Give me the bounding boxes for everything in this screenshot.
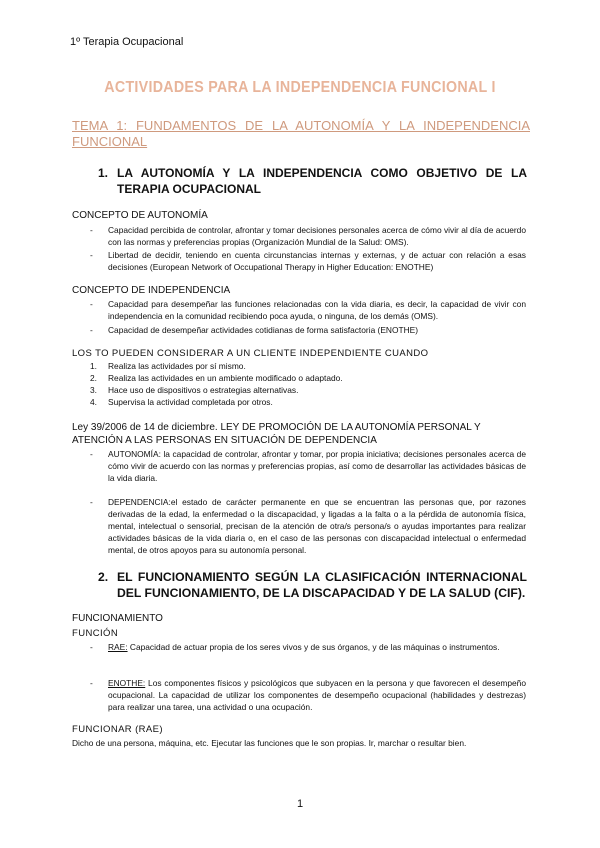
tema-heading: TEMA 1: FUNDAMENTOS DE LA AUTONOMÍA Y LA INDEPENDENCIA FUNCIONAL	[72, 118, 530, 149]
section-1-heading	[98, 165, 527, 197]
bullet-marker: -	[90, 325, 93, 335]
list-item	[90, 249, 526, 273]
definition-enothe: Los componentes físicos y psicológicos que subyacen en la persona y que favorecen el desempeño ocupacional. La capacidad de utilizar los componentes de desempeño ocupacional (habilidades y destrezas) para realizar una tarea, una actividad o una ocupación.	[108, 678, 526, 712]
numbered-item	[90, 396, 526, 408]
page-number: 1	[296, 798, 304, 810]
item-number: 3.	[90, 385, 97, 395]
term-enothe: ENOTHE:	[108, 678, 146, 688]
numbered-item	[90, 384, 526, 396]
independencia-heading: CONCEPTO DE INDEPENDENCIA	[72, 285, 231, 296]
list-item-text: Capacidad percibida de controlar, afrontar y tomar decisiones personales acerca de cómo vivir al día de acuerdo con las normas y preferencias propias (Organización Mundial de la Salud: OMS).	[108, 225, 526, 247]
item-text: Hace uso de dispositivos o estrategias alternativas.	[108, 385, 299, 395]
funcionar-definition: Dicho de una persona, máquina, etc. Ejecutar las funciones que le son propias. Ir, marchar o resultar bien.	[72, 738, 467, 748]
bullet-marker: -	[90, 299, 93, 309]
funcionar-heading: FUNCIONAR (RAE)	[72, 724, 163, 735]
section-2-number: 2.	[98, 570, 109, 584]
list-item	[90, 448, 526, 484]
document-title: ACTIVIDADES PARA LA INDEPENDENCIA FUNCIONAL I	[104, 79, 496, 96]
item-text: Supervisa la actividad completada por otros.	[108, 397, 273, 407]
numbered-item	[90, 360, 526, 372]
item-text: Realiza las actividades por sí mismo.	[108, 361, 246, 371]
autonomia-heading: CONCEPTO DE AUTONOMÍA	[72, 210, 208, 221]
section-2-title: EL FUNCIONAMIENTO SEGÚN LA CLASIFICACIÓN INTERNACIONAL DEL FUNCIONAMIENTO, DE LA DISCAPACIDAD Y DE LA SALUD (CIF).	[117, 570, 527, 600]
list-item	[90, 298, 526, 322]
numbered-item	[90, 372, 526, 384]
ley-paragraph	[72, 421, 528, 447]
term-rae: RAE:	[108, 642, 128, 652]
funcionamiento-heading: FUNCIONAMIENTO	[72, 613, 163, 624]
bullet-marker: -	[90, 449, 93, 459]
list-item	[90, 324, 526, 336]
list-item	[90, 677, 526, 713]
ley-reference: Ley 39/2006 de 14 de diciembre.	[72, 422, 218, 433]
list-item	[90, 496, 526, 556]
section-1-title: LA AUTONOMÍA Y LA INDEPENDENCIA COMO OBJETIVO DE LA TERAPIA OCUPACIONAL	[117, 166, 527, 196]
list-item	[90, 224, 526, 248]
list-item-text: Capacidad para desempeñar las funciones relacionadas con la vida diaria, es decir, la capacidad de vivir con independencia en la comunidad recibiendo poca ayuda, o ninguna, de los demás (OMS).	[108, 299, 526, 321]
item-number: 4.	[90, 397, 97, 407]
bullet-marker: -	[90, 678, 93, 688]
definition-rae: Capacidad de actuar propia de los seres vivos y de sus órganos, y de las máquinas o instrumentos.	[127, 642, 500, 652]
ley-title: LEY DE PROMOCIÓN DE LA AUTONOMÍA PERSONAL Y ATENCIÓN A LAS PERSONAS EN SITUACIÓN DE DEPENDENCIA	[72, 422, 481, 446]
list-item-text: Libertad de decidir, teniendo en cuenta circunstancias internas y externas, y de actuar con relación a esas decisiones (European Network of Occupational Therapy in Higher Education: ENOTHE)	[108, 250, 526, 272]
item-text: Realiza las actividades en un ambiente modificado o adaptado.	[108, 373, 343, 383]
list-item-text: Capacidad de desempeñar actividades cotidianas de forma satisfactoria (ENOTHE)	[108, 325, 419, 335]
bullet-marker: -	[90, 250, 93, 260]
item-number: 2.	[90, 373, 97, 383]
funcion-subheading: FUNCIÓN	[72, 628, 119, 639]
bullet-marker: -	[90, 642, 93, 652]
term-dependencia: DEPENDENCIA	[108, 497, 169, 507]
definition-dependencia: :el estado de carácter permanente en que se encuentran las personas que, por razones derivadas de la edad, la enfermedad o la discapacidad, y ligadas a la falta o a la pérdida de autonomía física, mental, intelectual o sensorial, precisan de la atención de otra/s persona/s o ayudas importantes para realizar actividades básicas de la vida diaria o, en el caso de las personas con discapacidad intelectual o enfermedad mental, de otros apoyos para su autonomía personal.	[108, 497, 526, 555]
bullet-marker: -	[90, 225, 93, 235]
section-1-number: 1.	[98, 166, 109, 180]
section-2-heading	[98, 569, 527, 601]
cliente-heading: LOS TO PUEDEN CONSIDERAR A UN CLIENTE INDEPENDIENTE CUANDO	[72, 348, 429, 359]
page-header: 1º Terapia Ocupacional	[70, 36, 184, 48]
bullet-marker: -	[90, 497, 93, 507]
term-autonomia: AUTONOMÍA	[108, 449, 159, 459]
list-item	[90, 641, 526, 653]
item-number: 1.	[90, 361, 97, 371]
definition-autonomia: : la capacidad de controlar, afrontar y tomar, por propia iniciativa; decisiones personales acerca de cómo vivir de acuerdo con las normas y preferencias propias, así como de desarrollar las actividades básicas de la vida diaria.	[108, 449, 526, 483]
